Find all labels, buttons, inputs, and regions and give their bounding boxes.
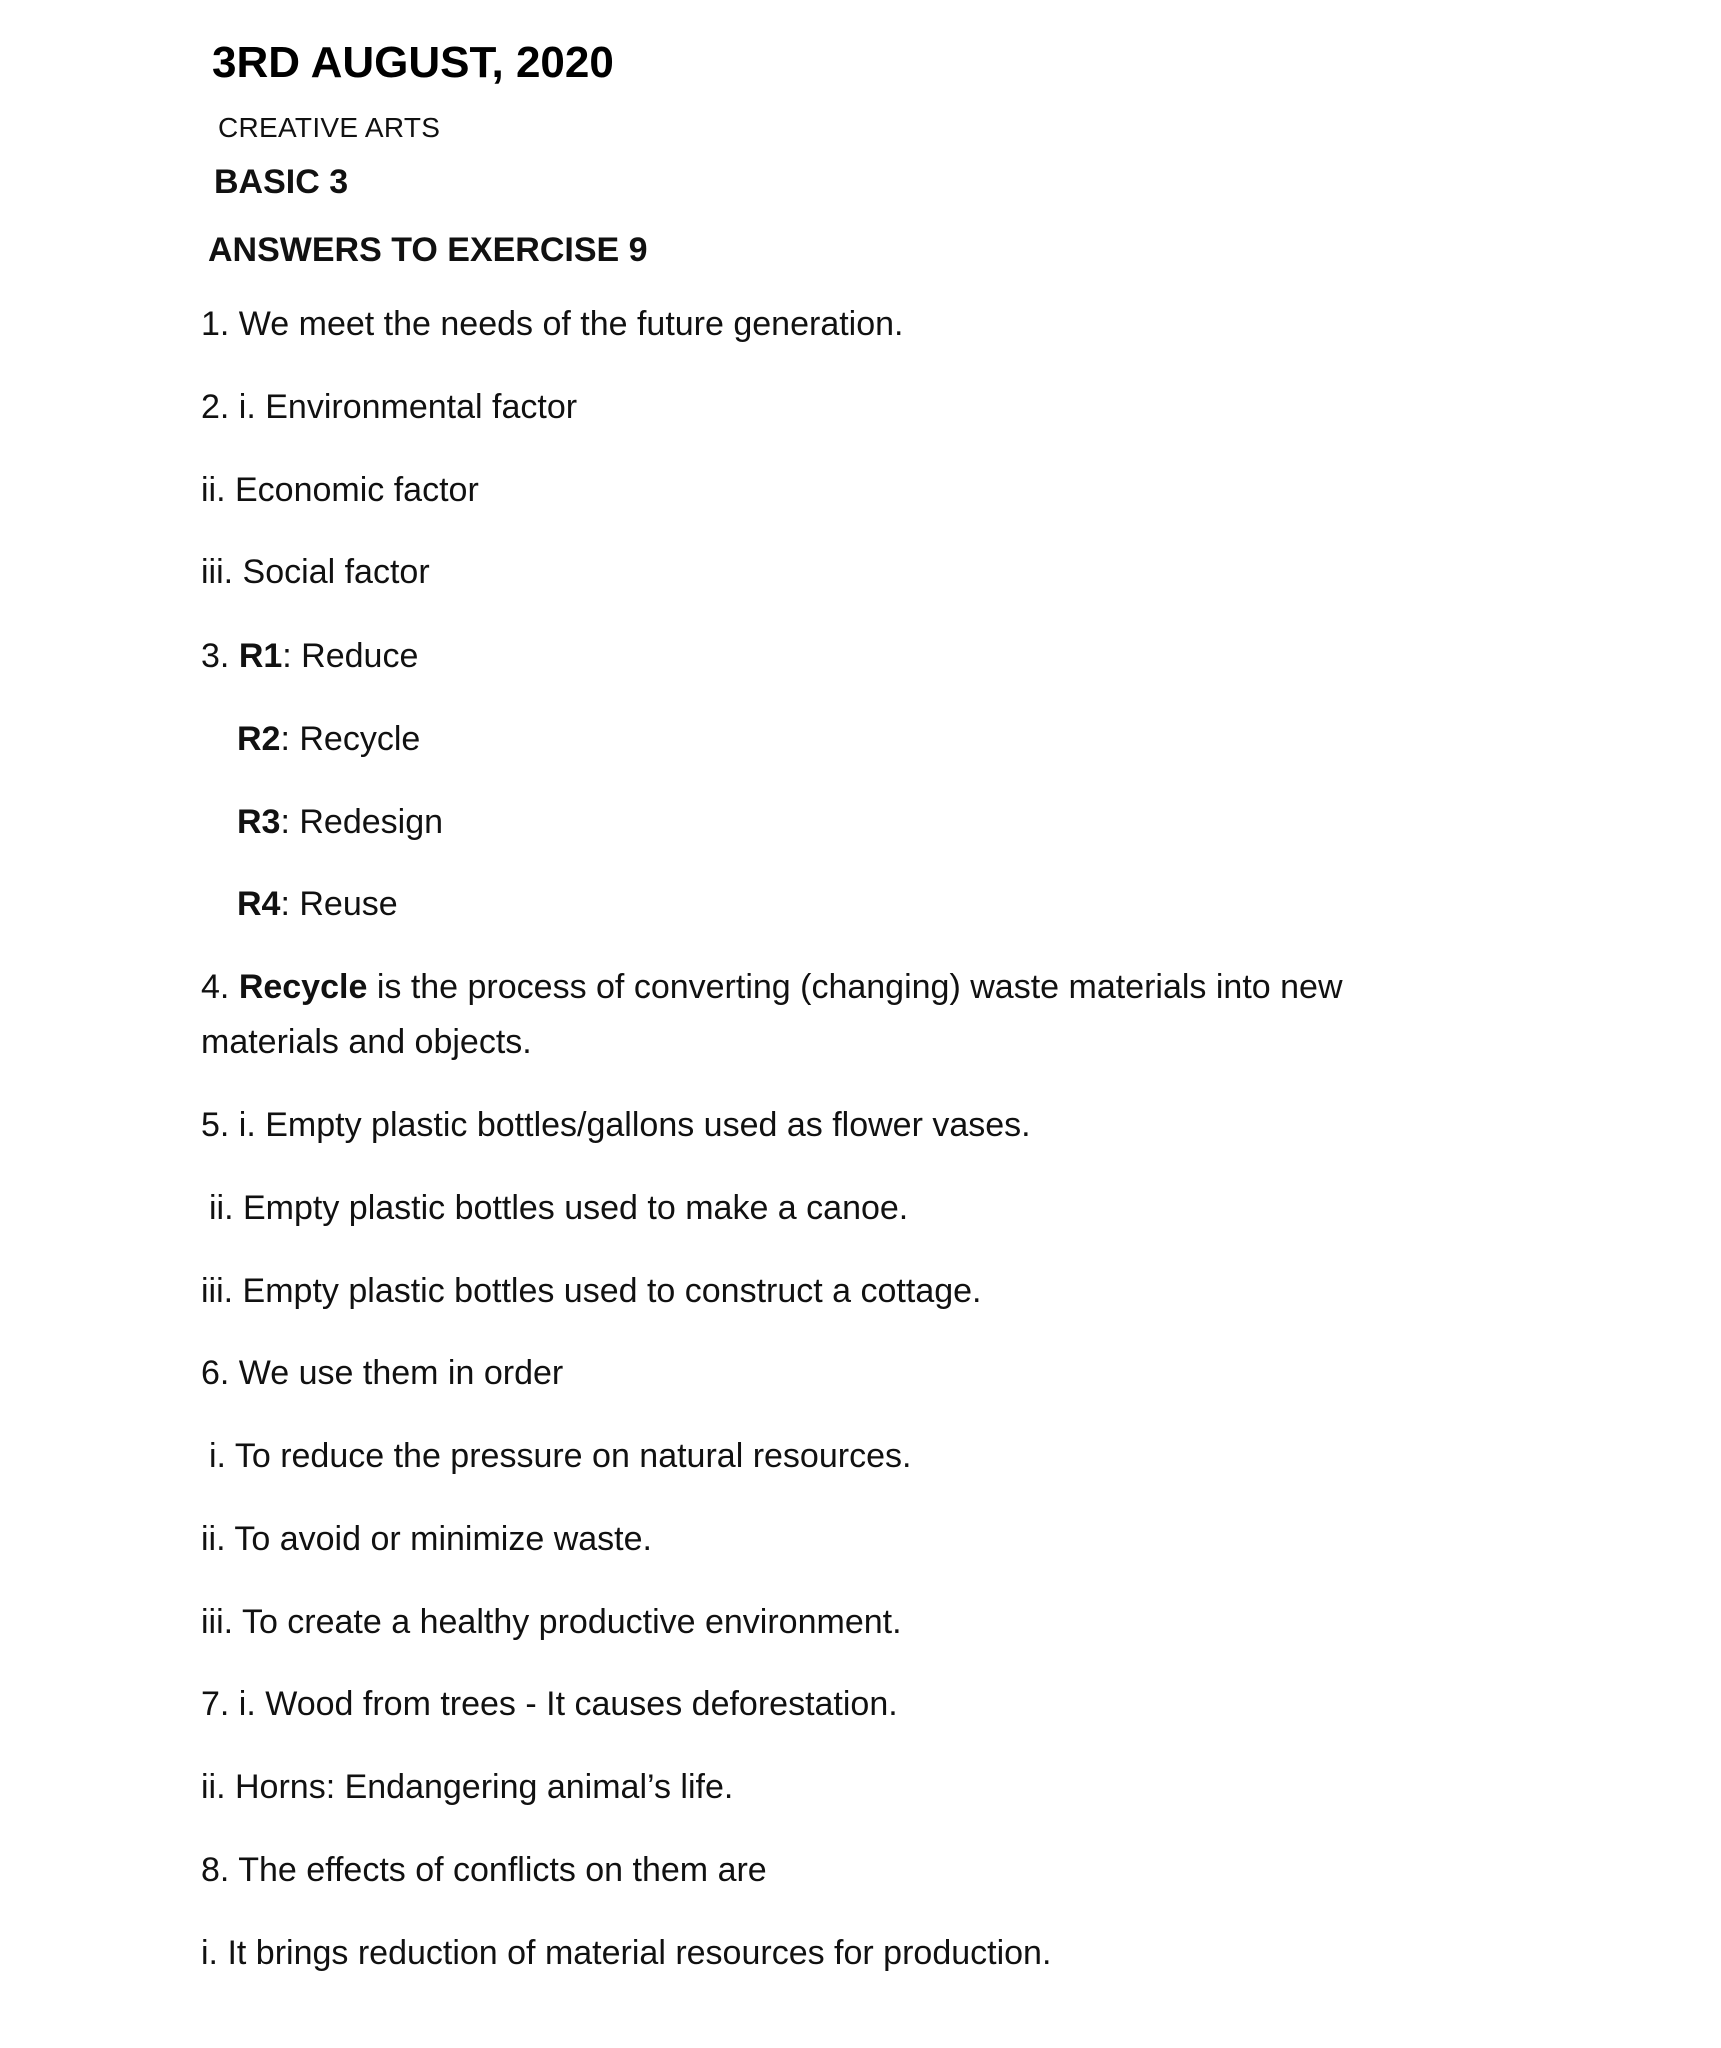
answer-5-i: 5. i. Empty plastic bottles/gallons used as flower vases.	[201, 1106, 1031, 1144]
answer-7-i: 7. i. Wood from trees - It causes deforestation.	[201, 1685, 898, 1723]
answer-3-number: 3.	[201, 637, 230, 675]
answer-8-i: i. It brings reduction of material resources for production.	[201, 1934, 1052, 1972]
answer-2-iii: iii. Social factor	[201, 553, 430, 591]
r1-text: : Reduce	[282, 637, 419, 675]
subject-label: CREATIVE ARTS	[218, 112, 441, 143]
answer-4-number: 4.	[201, 968, 230, 1006]
r3-text: : Redesign	[280, 803, 444, 841]
answer-4-term: Recycle	[238, 968, 368, 1006]
answer-2-i: 2. i. Environmental factor	[201, 388, 578, 426]
answer-7-ii: ii. Horns: Endangering animal’s life.	[201, 1768, 734, 1806]
answer-3-r3	[237, 800, 443, 844]
r4-text: : Reuse	[280, 885, 398, 923]
answer-6-iii: iii. To create a healthy productive environment.	[201, 1603, 902, 1641]
answer-4-line-1	[201, 965, 1343, 1009]
answer-3-r2	[237, 717, 420, 761]
document-date: 3RD AUGUST, 2020	[212, 38, 614, 87]
answer-6-i: i. To reduce the pressure on natural resources.	[209, 1437, 912, 1475]
answer-3-r4	[237, 882, 398, 926]
answer-4-text: is the process of converting (changing) waste materials into new	[376, 968, 1343, 1006]
r3-label: R3	[237, 803, 281, 841]
r2-text: : Recycle	[280, 720, 421, 758]
r2-label: R2	[237, 720, 281, 758]
answer-5-iii: iii. Empty plastic bottles used to construct a cottage.	[201, 1272, 982, 1310]
answer-4-line-2: materials and objects.	[201, 1023, 532, 1061]
r1-label: R1	[238, 637, 283, 675]
page-title: ANSWERS TO EXERCISE 9	[208, 231, 648, 269]
answer-1: 1. We meet the needs of the future generation.	[201, 305, 904, 343]
answer-2-ii: ii. Economic factor	[201, 471, 479, 509]
answer-6: 6. We use them in order	[201, 1354, 564, 1392]
answer-6-ii: ii. To avoid or minimize waste.	[201, 1520, 652, 1558]
r4-label: R4	[237, 885, 281, 923]
answer-8: 8. The effects of conflicts on them are	[201, 1851, 767, 1889]
answer-3-r1	[201, 634, 418, 678]
answer-5-ii: ii. Empty plastic bottles used to make a canoe.	[209, 1189, 909, 1227]
class-label: BASIC 3	[214, 163, 349, 201]
